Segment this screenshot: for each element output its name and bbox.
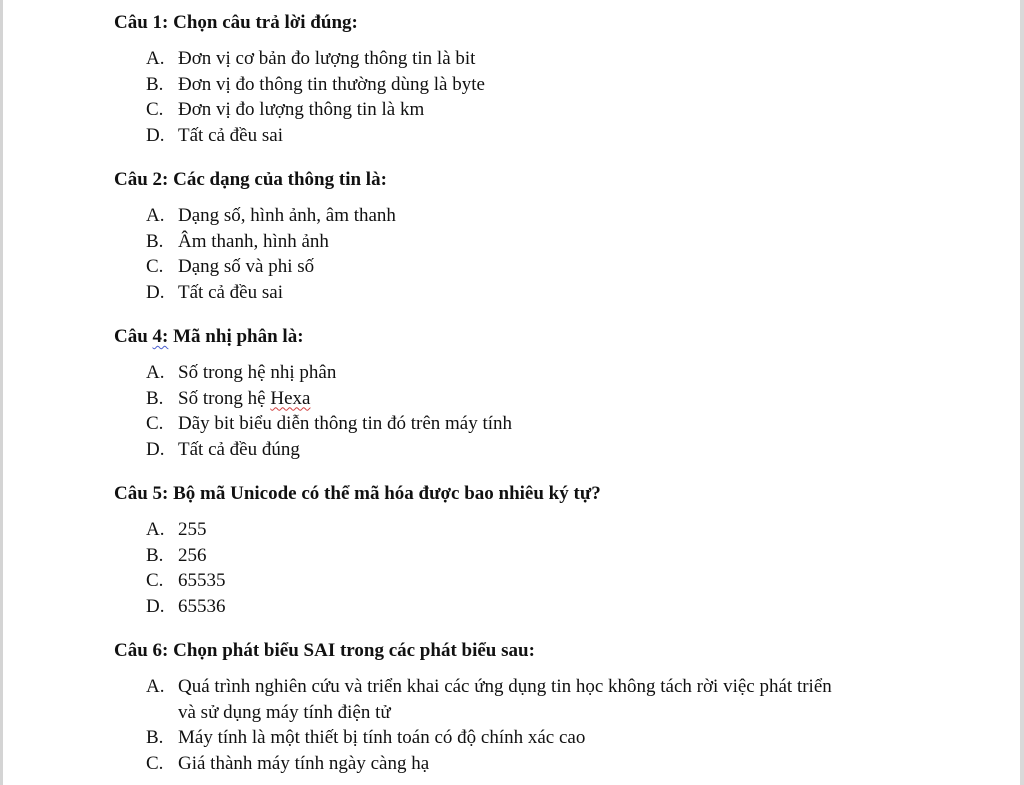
option-letter: C. — [146, 256, 164, 277]
option-text: Số trong hệ — [178, 387, 271, 409]
option-text: Dãy bit biểu diễn thông tin đó trên máy tính — [178, 413, 513, 434]
option-letter: D. — [146, 124, 165, 146]
option-item — [114, 254, 914, 280]
question-title — [114, 322, 914, 352]
option-letter: B. — [146, 73, 164, 95]
option-item — [114, 203, 914, 229]
options-list — [114, 203, 914, 305]
option-text: Tất cả đều sai — [178, 124, 283, 146]
grammar-marked-number: 4: — [152, 326, 169, 347]
option-text: Tất cả đều sai — [178, 281, 283, 303]
option-letter: B. — [146, 387, 164, 409]
option-item — [114, 437, 914, 463]
option-text: Số trong hệ nhị phân — [178, 362, 337, 383]
option-text-line-2: và sử dụng máy tính điện tử — [178, 701, 391, 723]
options-list — [114, 517, 914, 619]
options-list — [114, 360, 914, 462]
option-text: Đơn vị đo lượng thông tin là km — [178, 99, 425, 120]
question-title: Câu 6: Chọn phát biểu SAI trong các phát biểu sau: — [114, 640, 535, 661]
option-text: Âm thanh, hình ảnh — [178, 230, 329, 252]
option-letter: C. — [146, 570, 164, 591]
option-text: 256 — [178, 544, 207, 566]
option-item — [114, 46, 914, 72]
option-letter: C. — [146, 752, 164, 774]
option-item — [114, 97, 914, 123]
options-list — [114, 674, 914, 776]
option-text-line-1: Quá trình nghiên cứu và triển khai các ứng dụng tin học không tách rời việc phát triển — [178, 676, 832, 697]
option-item — [114, 229, 914, 255]
options-list — [114, 46, 914, 148]
option-letter: D. — [146, 438, 165, 460]
option-text: Máy tính là một thiết bị tính toán có độ chính xác cao — [178, 727, 586, 748]
option-text: 65536 — [178, 595, 226, 617]
right-page-edge — [1020, 0, 1024, 785]
option-letter: A. — [146, 362, 165, 383]
question-4 — [114, 322, 914, 462]
option-text: 65535 — [178, 570, 226, 591]
option-letter: D. — [146, 595, 165, 617]
question-5 — [114, 479, 914, 619]
option-item — [114, 411, 914, 437]
option-letter: A. — [146, 48, 165, 69]
question-title: Câu 2: Các dạng của thông tin là: — [114, 169, 387, 190]
option-item — [114, 543, 914, 569]
option-item — [114, 725, 914, 751]
left-page-edge — [0, 0, 3, 785]
question-1 — [114, 8, 914, 148]
option-letter: C. — [146, 99, 164, 120]
option-letter: B. — [146, 544, 164, 566]
question-title: Câu 1: Chọn câu trả lời đúng: — [114, 12, 358, 33]
option-letter: C. — [146, 413, 164, 434]
option-item — [114, 751, 914, 777]
option-text: Tất cả đều đúng — [178, 438, 300, 460]
option-letter: D. — [146, 281, 165, 303]
option-letter: B. — [146, 230, 164, 252]
option-item — [114, 674, 914, 725]
option-letter: A. — [146, 205, 165, 226]
spellcheck-marked-word: Hexa — [270, 387, 311, 409]
option-letter: A. — [146, 676, 165, 697]
option-text: Đơn vị đo thông tin thường dùng là byte — [178, 73, 485, 95]
option-text: Dạng số, hình ảnh, âm thanh — [178, 205, 396, 226]
option-item — [114, 594, 914, 620]
question-6 — [114, 636, 914, 776]
option-item — [114, 280, 914, 306]
option-letter: A. — [146, 519, 165, 540]
option-letter: B. — [146, 727, 164, 748]
option-item — [114, 568, 914, 594]
option-item — [114, 517, 914, 543]
option-text: Dạng số và phi số — [178, 256, 315, 277]
question-2 — [114, 165, 914, 305]
document-body — [114, 8, 914, 776]
option-item — [114, 386, 914, 412]
option-text: 255 — [178, 519, 207, 540]
question-title-rest: Mã nhị phân là: — [168, 326, 304, 347]
option-text: Giá thành máy tính ngày càng hạ — [178, 752, 430, 774]
question-title-prefix: Câu — [114, 326, 153, 347]
option-item — [114, 72, 914, 98]
option-item — [114, 123, 914, 149]
question-title: Câu 5: Bộ mã Unicode có thể mã hóa được bao nhiêu ký tự? — [114, 483, 601, 504]
option-text: Đơn vị cơ bản đo lượng thông tin là bit — [178, 48, 476, 69]
option-item — [114, 360, 914, 386]
